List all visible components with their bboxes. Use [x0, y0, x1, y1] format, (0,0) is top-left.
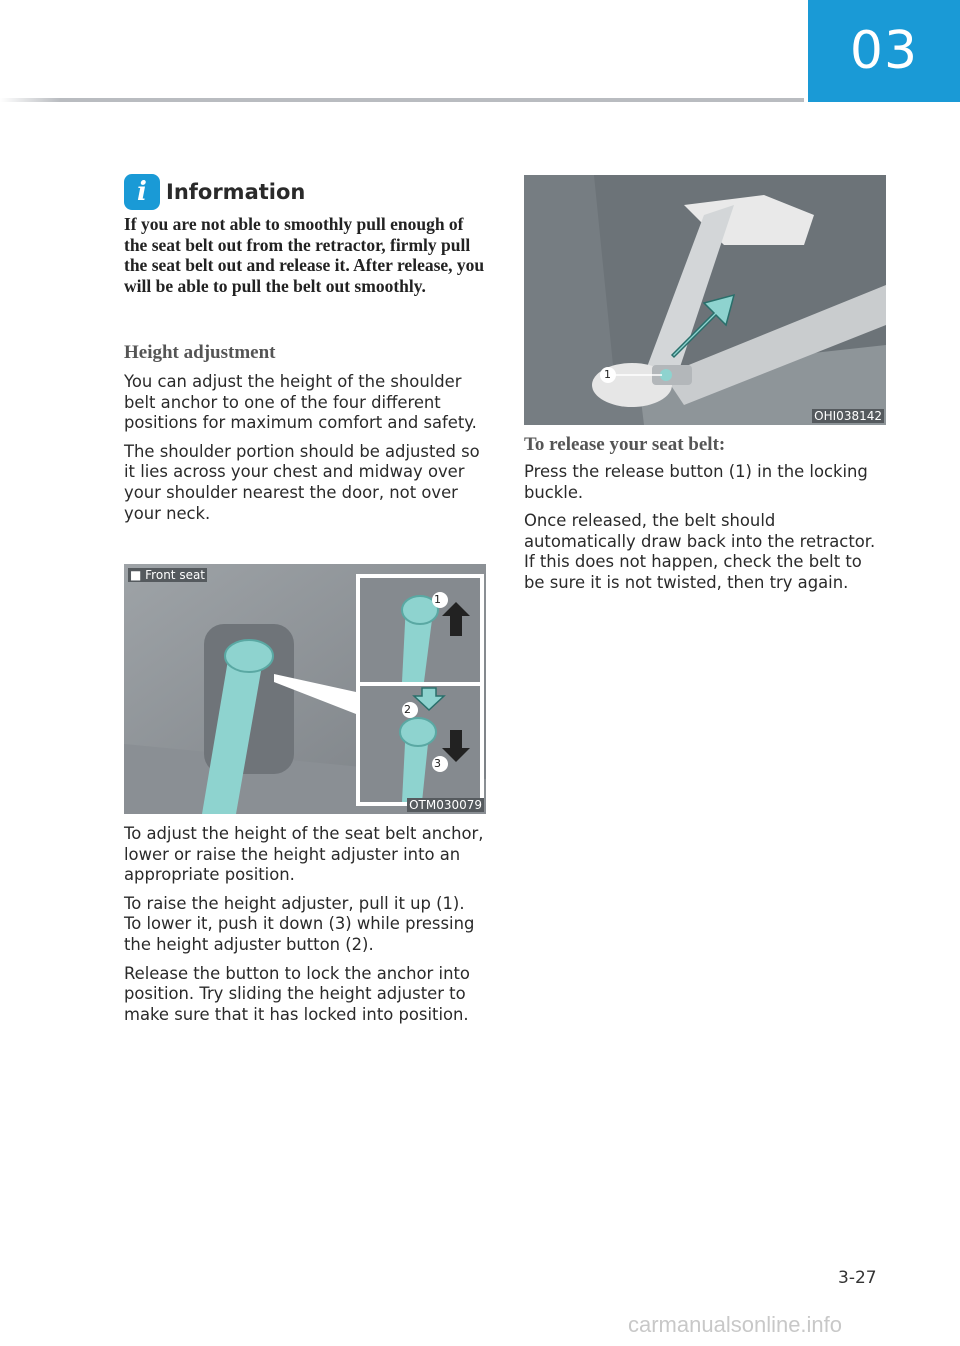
release-p2: Once released, the belt should automatically draw back into the retractor. If this does not happen, check the belt to be sure it is not twisted, then try again. [524, 511, 876, 592]
front-seat-caption: ■ Front seat [130, 568, 206, 582]
callout-1: 1 [434, 593, 441, 606]
buckle-release-figure [524, 175, 886, 425]
chapter-number: 03 [849, 21, 919, 81]
release-heading: To release your seat belt: [524, 434, 726, 455]
header-rule [0, 98, 804, 102]
release-p1: Press the release button (1) in the locking buckle. [524, 462, 868, 502]
callout-2: 2 [404, 703, 411, 716]
buckle-callout-1: 1 [604, 368, 611, 381]
height-adjustment-section [124, 342, 486, 532]
info-title: Information [166, 180, 306, 204]
chapter-tab [808, 0, 960, 102]
callout-3: 3 [434, 757, 441, 770]
watermark: carmanualsonline.info [628, 1312, 843, 1337]
info-icon: i [124, 174, 160, 210]
info-heading [124, 172, 305, 212]
release-section [524, 434, 886, 602]
height-adjustment-p3: To adjust the height of the seat belt anchor, lower or raise the height adjuster into an appropriate position. [124, 824, 484, 885]
front-seat-figure [124, 564, 486, 814]
height-adjustment-p2: The shoulder portion should be adjusted so it lies across your chest and midway over your shoulder nearest the door, not over your neck. [124, 441, 480, 523]
height-adjustment-steps [124, 824, 486, 1033]
page-number: 3-27 [838, 1268, 877, 1288]
height-adjustment-p4: To raise the height adjuster, pull it up (1). To lower it, push it down (3) while pressing the height adjuster button (2). [124, 893, 475, 954]
front-seat-figure-code: OTM030079 [409, 798, 482, 812]
buckle-figure-code: OHI038142 [814, 409, 882, 423]
height-adjustment-p5: Release the button to lock the anchor into position. Try sliding the height adjuster to make sure that it has locked into position. [124, 963, 470, 1024]
height-adjustment-p1: You can adjust the height of the shoulder belt anchor to one of the four different positions for maximum comfort and safety. [124, 372, 477, 433]
info-body: If you are not able to smoothly pull enough of the seat belt out from the retractor, firmly pull the seat belt out and release it. After release, you will be able to pull the belt out smoothly. [124, 214, 485, 296]
height-adjustment-heading: Height adjustment [124, 342, 276, 363]
header-rule-fade [0, 98, 60, 102]
